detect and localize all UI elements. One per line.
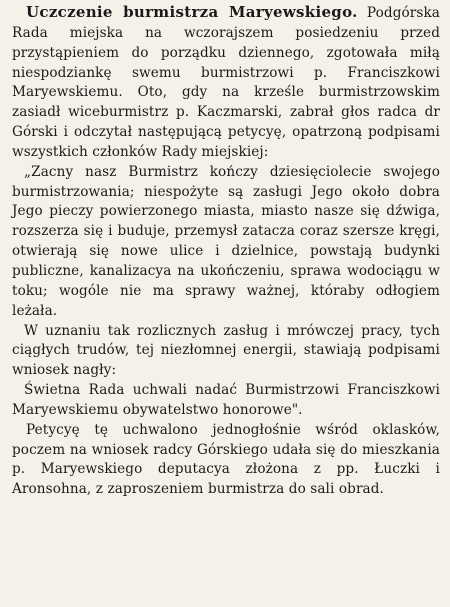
intro-text: Podgórska Rada miejska na wczorajszem posiedzeniu przed przystąpieniem do porządku dziennego, zgotowała miłą niespodziankę swemu burmistrzowi p. Franciszkowi Maryewskiemu. Oto, gdy na krześle burmistrzowskim zasiadł wiceburmistrz p. Kaczmarski, zabrał głos radca dr Górski i odczytał następującą petycyę, opatrzoną podpisami wszystkich członków Rady miejskiej: (12, 5, 441, 160)
petition-paragraph-3: Świetna Rada uchwali nadać Burmistrzowi Franciszkowi Maryewskiemu obywatelstwo honorowe". (12, 382, 440, 418)
intro-paragraph (12, 3, 440, 163)
petition-paragraph-1: „Zacny nasz Burmistrz kończy dziesięciolecie swojego burmistrzowania; niespożyte są zasługi Jego około dobra Jego pieczy powierzonego miasta, miasto nasze się dźwiga, rozszerza się i buduje, przemysł zatacza coraz szersze kręgi, otwierają się nowe ulice i dzielnice, powstają budynki publiczne, kanalizacya na ukończeniu, sprawa wodociągu w toku; wogóle nie ma sprawy ważnej, któraby odłogiem leżała. (12, 163, 440, 319)
petition-paragraph-2: W uznaniu tak rozlicznych zasług i mrówczej pracy, tych ciągłych trudów, tej niezłomnej energii, stawiają podpisami wniosek nagły: (12, 322, 440, 379)
article-title: Uczczenie burmistrza Maryewskiego. (26, 3, 358, 21)
closing-paragraph: Petycyę tę uchwalono jednogłośnie wśród oklasków, poczem na wniosek radcy Górskiego udała się do mieszkania p. Maryewskiego deputacya złożona z pp. Łuczki i Aronsohna, z zaproszeniem burmistrza do sali obrad. (12, 421, 440, 498)
newspaper-article (12, 3, 440, 500)
